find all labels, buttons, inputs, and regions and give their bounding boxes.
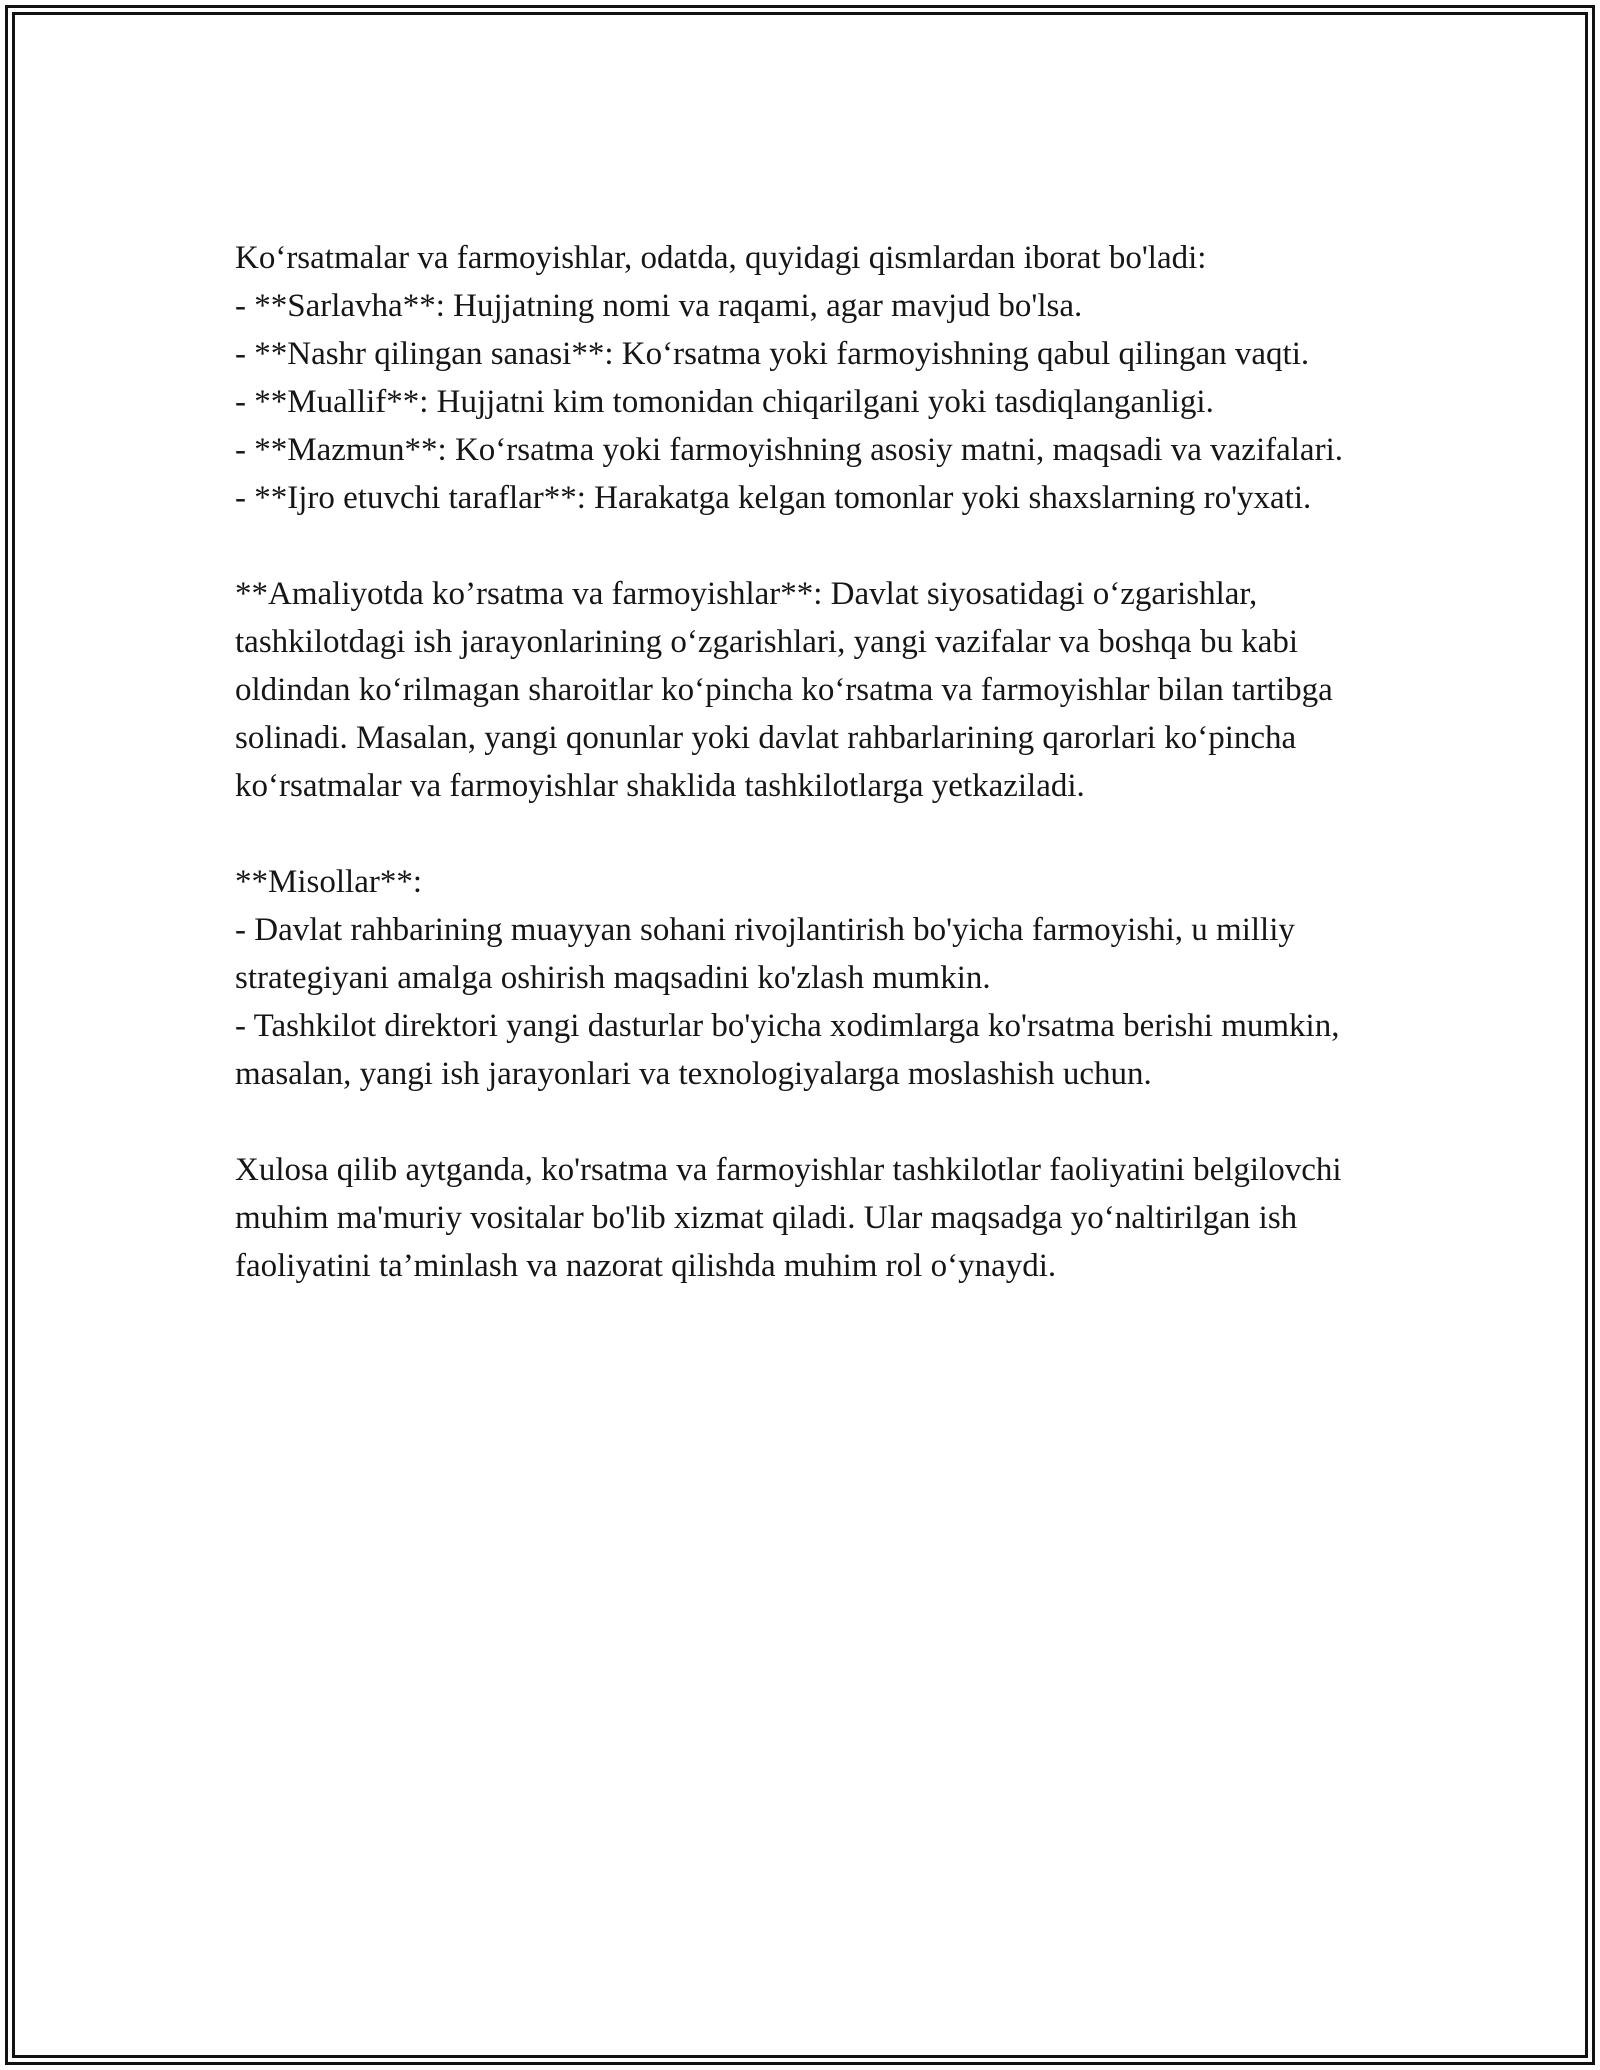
intro-item-title: - **Sarlavha**: Hujjatning nomi va raqami, agar mavjud bo'lsa. [235, 288, 1083, 324]
intro-heading: Ko‘rsatmalar va farmoyishlar, odatda, quyidagi qismlardan iborat bo'ladi: [235, 240, 1207, 276]
example-item-state: - Davlat rahbarining muayyan sohani rivojlantirish bo'yicha farmoyishi, u milliy strategiyani amalga oshirish maqsadini ko'zlash mumkin. [235, 912, 1295, 996]
examples-heading: **Misollar**: [235, 864, 422, 900]
practice-paragraph: **Amaliyotda ko’rsatma va farmoyishlar**: Davlat siyosatidagi o‘zgarishlar, tashkilotdagi ish jarayonlarining o‘zgarishlari, yangi vazifalar va boshqa bu kabi oldindan ko‘rilmagan sharoitlar ko‘pincha ko‘rsatma va farmoyishlar bilan tartibga solinadi. Masalan, yangi qonunlar yoki davlat rahbarlarining qarorlari ko‘pincha ko‘rsatmalar va farmoyishlar shaklida tashkilotlarga yetkaziladi. [235, 576, 1333, 804]
intro-item-content: - **Mazmun**: Ko‘rsatma yoki farmoyishning asosiy matni, maqsadi va vazifalari. [235, 432, 1343, 468]
intro-item-parties: - **Ijro etuvchi taraflar**: Harakatga kelgan tomonlar yoki shaxslarning ro'yxati. [235, 480, 1312, 516]
document-body [235, 234, 1365, 1290]
example-item-organization: - Tashkilot direktori yangi dasturlar bo'yicha xodimlarga ko'rsatma berishi mumkin, masalan, yangi ish jarayonlari va texnologiyalarga moslashish uchun. [235, 1008, 1340, 1092]
paragraph-gap [235, 810, 1365, 858]
conclusion-paragraph: Xulosa qilib aytganda, ko'rsatma va farmoyishlar tashkilotlar faoliyatini belgilovchi muhim ma'muriy vositalar bo'lib xizmat qiladi. Ular maqsadga yo‘naltirilgan ish faoliyatini ta’minlash va nazorat qilishda muhim rol o‘ynaydi. [235, 1152, 1342, 1284]
intro-item-date: - **Nashr qilingan sanasi**: Ko‘rsatma yoki farmoyishning qabul qilingan vaqti. [235, 336, 1310, 372]
paragraph-gap [235, 1098, 1365, 1146]
paragraph-gap [235, 522, 1365, 570]
intro-item-author: - **Muallif**: Hujjatni kim tomonidan chiqarilgani yoki tasdiqlanganligi. [235, 384, 1214, 420]
